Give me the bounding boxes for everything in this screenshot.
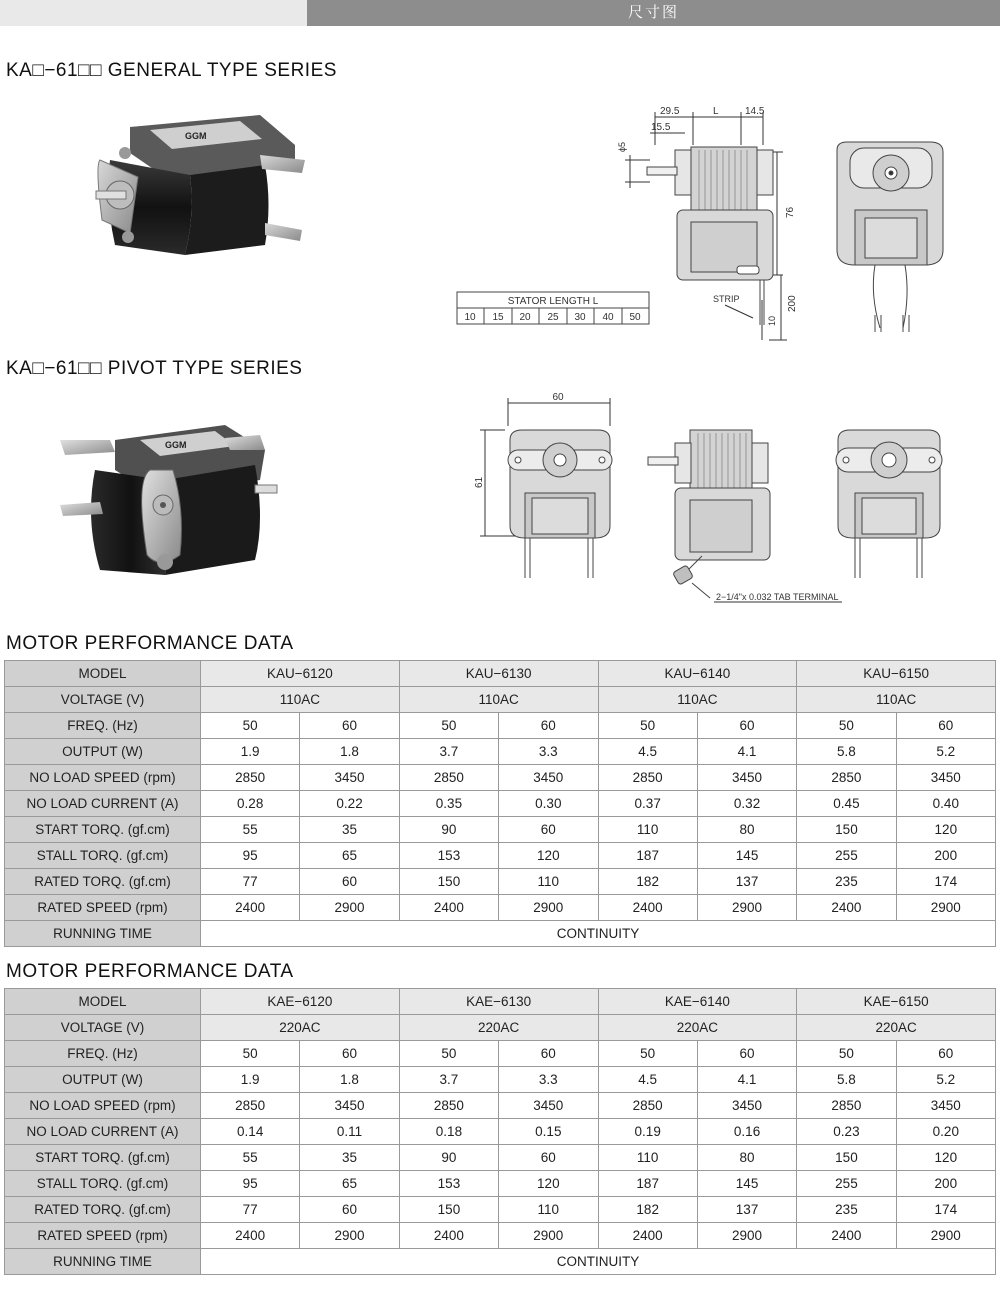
- table-cell: 60: [896, 713, 995, 739]
- table-cell: 2900: [896, 895, 995, 921]
- table-cell: 60: [300, 713, 399, 739]
- table-cell: 2900: [499, 1223, 598, 1249]
- voltage-value: 220AC: [399, 1015, 598, 1041]
- table-cell: 77: [201, 869, 300, 895]
- row-label: RATED TORQ. (gf.cm): [5, 869, 201, 895]
- pivot-dim-width: 60: [552, 392, 564, 403]
- table-cell: 150: [399, 1197, 498, 1223]
- perf-table-1-body: [5, 713, 996, 921]
- pivot-series-heading: KA□−61□□ PIVOT TYPE SERIES: [6, 358, 303, 379]
- table-cell: 153: [399, 1171, 498, 1197]
- row-label: FREQ. (Hz): [5, 713, 201, 739]
- row-label: NO LOAD SPEED (rpm): [5, 765, 201, 791]
- table-cell: 5.2: [896, 739, 995, 765]
- voltage-value: 110AC: [201, 687, 400, 713]
- row-label: NO LOAD SPEED (rpm): [5, 1093, 201, 1119]
- row-label: OUTPUT (W): [5, 1067, 201, 1093]
- table-cell: 3450: [896, 765, 995, 791]
- row-label: START TORQ. (gf.cm): [5, 1145, 201, 1171]
- table-cell: 145: [697, 843, 796, 869]
- dim-label-76: 76: [785, 206, 796, 218]
- table-cell: 3450: [896, 1093, 995, 1119]
- table-cell: 0.37: [598, 791, 697, 817]
- table-cell: 153: [399, 843, 498, 869]
- row-label: RATED SPEED (rpm): [5, 1223, 201, 1249]
- table-cell: 50: [598, 713, 697, 739]
- strip-label: STRIP: [713, 294, 740, 304]
- table-row: [5, 869, 996, 895]
- table-row: [5, 765, 996, 791]
- table-cell: 1.9: [201, 1067, 300, 1093]
- table-cell: 2400: [598, 895, 697, 921]
- table-row: [5, 989, 996, 1015]
- pivot-dim-height: 61: [474, 476, 485, 488]
- table-cell: 65: [300, 843, 399, 869]
- table-row: [5, 739, 996, 765]
- table-cell: 80: [697, 1145, 796, 1171]
- table-cell: 95: [201, 1171, 300, 1197]
- table-cell: 60: [300, 1197, 399, 1223]
- table-cell: 4.1: [697, 1067, 796, 1093]
- table-cell: 4.5: [598, 739, 697, 765]
- stator-length-title: STATOR LENGTH L: [507, 296, 599, 307]
- table-cell: 35: [300, 817, 399, 843]
- table-cell: 3.7: [399, 739, 498, 765]
- table-cell: 2400: [201, 895, 300, 921]
- table-cell: 3450: [300, 765, 399, 791]
- dim-label-200: 200: [787, 295, 798, 312]
- table-row: [5, 1093, 996, 1119]
- perf-table-1: [4, 660, 996, 947]
- model-name: KAU−6130: [399, 661, 598, 687]
- table-cell: 0.16: [697, 1119, 796, 1145]
- table-cell: 150: [399, 869, 498, 895]
- table-cell: 137: [697, 869, 796, 895]
- perf-table-2-heading: MOTOR PERFORMANCE DATA: [6, 961, 294, 982]
- table-cell: 182: [598, 869, 697, 895]
- pivot-motor-photo: [55, 410, 290, 585]
- running-time-value: CONTINUITY: [201, 921, 996, 947]
- table-row: [5, 687, 996, 713]
- row-label: NO LOAD CURRENT (A): [5, 791, 201, 817]
- table-cell: 2400: [399, 1223, 498, 1249]
- model-name: KAU−6150: [797, 661, 996, 687]
- table-cell: 50: [598, 1041, 697, 1067]
- row-label: OUTPUT (W): [5, 739, 201, 765]
- table-cell: 5.8: [797, 1067, 896, 1093]
- table-cell: 187: [598, 843, 697, 869]
- table-cell: 3450: [499, 765, 598, 791]
- table-cell: 5.8: [797, 739, 896, 765]
- table-cell: 1.8: [300, 739, 399, 765]
- table-row: [5, 921, 996, 947]
- top-bar: [0, 0, 1000, 26]
- table-row: [5, 817, 996, 843]
- table-cell: 187: [598, 1171, 697, 1197]
- model-name: KAE−6150: [797, 989, 996, 1015]
- table-cell: 3.7: [399, 1067, 498, 1093]
- stator-length-value: 15: [492, 312, 504, 323]
- table-cell: 2850: [201, 1093, 300, 1119]
- table-cell: 60: [697, 713, 796, 739]
- table-cell: 0.22: [300, 791, 399, 817]
- model-name: KAU−6140: [598, 661, 797, 687]
- general-series-heading: KA□−61□□ GENERAL TYPE SERIES: [6, 60, 337, 81]
- model-name: KAE−6130: [399, 989, 598, 1015]
- stator-length-value: 30: [574, 312, 586, 323]
- table-cell: 0.35: [399, 791, 498, 817]
- row-label: MODEL: [5, 989, 201, 1015]
- dim-label-phi5: ϕ5: [617, 141, 627, 152]
- table-cell: 235: [797, 869, 896, 895]
- table-cell: 60: [697, 1041, 796, 1067]
- table-cell: 2850: [201, 765, 300, 791]
- table-cell: 77: [201, 1197, 300, 1223]
- table-cell: 2400: [598, 1223, 697, 1249]
- table-cell: 55: [201, 817, 300, 843]
- table-cell: 150: [797, 1145, 896, 1171]
- table-row: [5, 713, 996, 739]
- table-row: [5, 1041, 996, 1067]
- table-cell: 3450: [697, 1093, 796, 1119]
- table-cell: 60: [499, 1145, 598, 1171]
- table-cell: 50: [201, 1041, 300, 1067]
- row-label: STALL TORQ. (gf.cm): [5, 1171, 201, 1197]
- table-cell: 4.1: [697, 739, 796, 765]
- stator-length-value: 25: [547, 312, 559, 323]
- dim-label-10: 10: [767, 315, 777, 326]
- table-cell: 110: [499, 1197, 598, 1223]
- table-cell: 255: [797, 843, 896, 869]
- pivot-photo-label: GGM: [165, 440, 187, 450]
- table-row: [5, 843, 996, 869]
- table-cell: 2850: [598, 765, 697, 791]
- table-cell: 60: [499, 1041, 598, 1067]
- table-cell: 0.15: [499, 1119, 598, 1145]
- table-cell: 200: [896, 843, 995, 869]
- voltage-value: 110AC: [399, 687, 598, 713]
- table-cell: 2850: [797, 765, 896, 791]
- row-label: VOLTAGE (V): [5, 687, 201, 713]
- general-motor-photo: [90, 105, 315, 275]
- table-cell: 50: [201, 713, 300, 739]
- table-cell: 0.40: [896, 791, 995, 817]
- table-cell: 2900: [300, 895, 399, 921]
- pivot-dimension-drawing: [470, 388, 980, 610]
- pivot-terminal-label: 2−1/4"x 0.032 TAB TERMINAL: [716, 592, 839, 602]
- table-cell: 0.11: [300, 1119, 399, 1145]
- table-cell: 110: [598, 817, 697, 843]
- table-cell: 137: [697, 1197, 796, 1223]
- table-cell: 2400: [201, 1223, 300, 1249]
- dim-label-29-5: 29.5: [660, 106, 680, 117]
- table-cell: 2400: [399, 895, 498, 921]
- table-cell: 60: [896, 1041, 995, 1067]
- table-cell: 60: [499, 713, 598, 739]
- table-cell: 2850: [399, 765, 498, 791]
- stator-length-value: 50: [629, 312, 641, 323]
- table-cell: 182: [598, 1197, 697, 1223]
- table-cell: 120: [896, 1145, 995, 1171]
- table-cell: 60: [300, 1041, 399, 1067]
- voltage-value: 220AC: [201, 1015, 400, 1041]
- table-cell: 110: [499, 869, 598, 895]
- table-row: [5, 1249, 996, 1275]
- table-cell: 0.14: [201, 1119, 300, 1145]
- table-cell: 2900: [499, 895, 598, 921]
- model-name: KAE−6140: [598, 989, 797, 1015]
- table-cell: 0.45: [797, 791, 896, 817]
- row-label: STALL TORQ. (gf.cm): [5, 843, 201, 869]
- table-cell: 5.2: [896, 1067, 995, 1093]
- perf-table-2: [4, 988, 996, 1275]
- voltage-value: 110AC: [797, 687, 996, 713]
- table-cell: 4.5: [598, 1067, 697, 1093]
- dim-label-l: L: [713, 106, 719, 117]
- table-cell: 174: [896, 1197, 995, 1223]
- table-cell: 55: [201, 1145, 300, 1171]
- row-label: RATED SPEED (rpm): [5, 895, 201, 921]
- table-cell: 110: [598, 1145, 697, 1171]
- perf-table-2-body: [5, 1041, 996, 1249]
- table-cell: 80: [697, 817, 796, 843]
- table-row: [5, 1197, 996, 1223]
- table-cell: 2900: [697, 1223, 796, 1249]
- table-cell: 0.32: [697, 791, 796, 817]
- voltage-value: 220AC: [797, 1015, 996, 1041]
- table-cell: 0.30: [499, 791, 598, 817]
- table-cell: 3450: [499, 1093, 598, 1119]
- table-cell: 120: [499, 1171, 598, 1197]
- table-cell: 174: [896, 869, 995, 895]
- table-cell: 50: [399, 713, 498, 739]
- perf-table-1-heading: MOTOR PERFORMANCE DATA: [6, 633, 294, 654]
- table-cell: 0.18: [399, 1119, 498, 1145]
- table-cell: 120: [896, 817, 995, 843]
- table-cell: 60: [499, 817, 598, 843]
- table-row: [5, 1067, 996, 1093]
- row-label: RUNNING TIME: [5, 1249, 201, 1275]
- table-cell: 0.19: [598, 1119, 697, 1145]
- table-cell: 50: [797, 713, 896, 739]
- table-cell: 2850: [399, 1093, 498, 1119]
- table-cell: 0.28: [201, 791, 300, 817]
- table-cell: 2850: [598, 1093, 697, 1119]
- voltage-value: 110AC: [598, 687, 797, 713]
- table-cell: 3450: [300, 1093, 399, 1119]
- top-bar-title: 尺寸图: [307, 0, 1000, 26]
- table-cell: 2900: [300, 1223, 399, 1249]
- stator-length-value: 40: [602, 312, 614, 323]
- table-cell: 50: [399, 1041, 498, 1067]
- table-cell: 3.3: [499, 1067, 598, 1093]
- row-label: MODEL: [5, 661, 201, 687]
- dim-label-15-5: 15.5: [651, 122, 671, 133]
- table-cell: 235: [797, 1197, 896, 1223]
- table-cell: 2400: [797, 1223, 896, 1249]
- general-dimension-drawing: [455, 100, 980, 345]
- table-cell: 3.3: [499, 739, 598, 765]
- table-cell: 95: [201, 843, 300, 869]
- table-row: [5, 1171, 996, 1197]
- row-label: RUNNING TIME: [5, 921, 201, 947]
- row-label: NO LOAD CURRENT (A): [5, 1119, 201, 1145]
- running-time-value: CONTINUITY: [201, 1249, 996, 1275]
- table-cell: 145: [697, 1171, 796, 1197]
- table-cell: 90: [399, 1145, 498, 1171]
- row-label: RATED TORQ. (gf.cm): [5, 1197, 201, 1223]
- table-cell: 0.23: [797, 1119, 896, 1145]
- row-label: VOLTAGE (V): [5, 1015, 201, 1041]
- table-cell: 3450: [697, 765, 796, 791]
- table-cell: 35: [300, 1145, 399, 1171]
- table-cell: 150: [797, 817, 896, 843]
- general-photo-label: GGM: [185, 131, 207, 141]
- table-row: [5, 791, 996, 817]
- dim-label-14-5: 14.5: [745, 106, 765, 117]
- table-cell: 1.8: [300, 1067, 399, 1093]
- stator-length-value: 10: [464, 312, 476, 323]
- table-cell: 200: [896, 1171, 995, 1197]
- table-row: [5, 661, 996, 687]
- model-name: KAE−6120: [201, 989, 400, 1015]
- row-label: START TORQ. (gf.cm): [5, 817, 201, 843]
- table-cell: 1.9: [201, 739, 300, 765]
- table-cell: 2400: [797, 895, 896, 921]
- table-row: [5, 895, 996, 921]
- voltage-value: 220AC: [598, 1015, 797, 1041]
- table-cell: 90: [399, 817, 498, 843]
- table-cell: 65: [300, 1171, 399, 1197]
- top-bar-left-block: [0, 0, 307, 26]
- model-name: KAU−6120: [201, 661, 400, 687]
- table-cell: 2900: [896, 1223, 995, 1249]
- table-row: [5, 1015, 996, 1041]
- table-cell: 255: [797, 1171, 896, 1197]
- table-row: [5, 1223, 996, 1249]
- table-row: [5, 1145, 996, 1171]
- table-cell: 2900: [697, 895, 796, 921]
- table-cell: 120: [499, 843, 598, 869]
- table-cell: 50: [797, 1041, 896, 1067]
- table-cell: 60: [300, 869, 399, 895]
- table-cell: 0.20: [896, 1119, 995, 1145]
- table-row: [5, 1119, 996, 1145]
- table-cell: 2850: [797, 1093, 896, 1119]
- row-label: FREQ. (Hz): [5, 1041, 201, 1067]
- stator-length-value: 20: [519, 312, 531, 323]
